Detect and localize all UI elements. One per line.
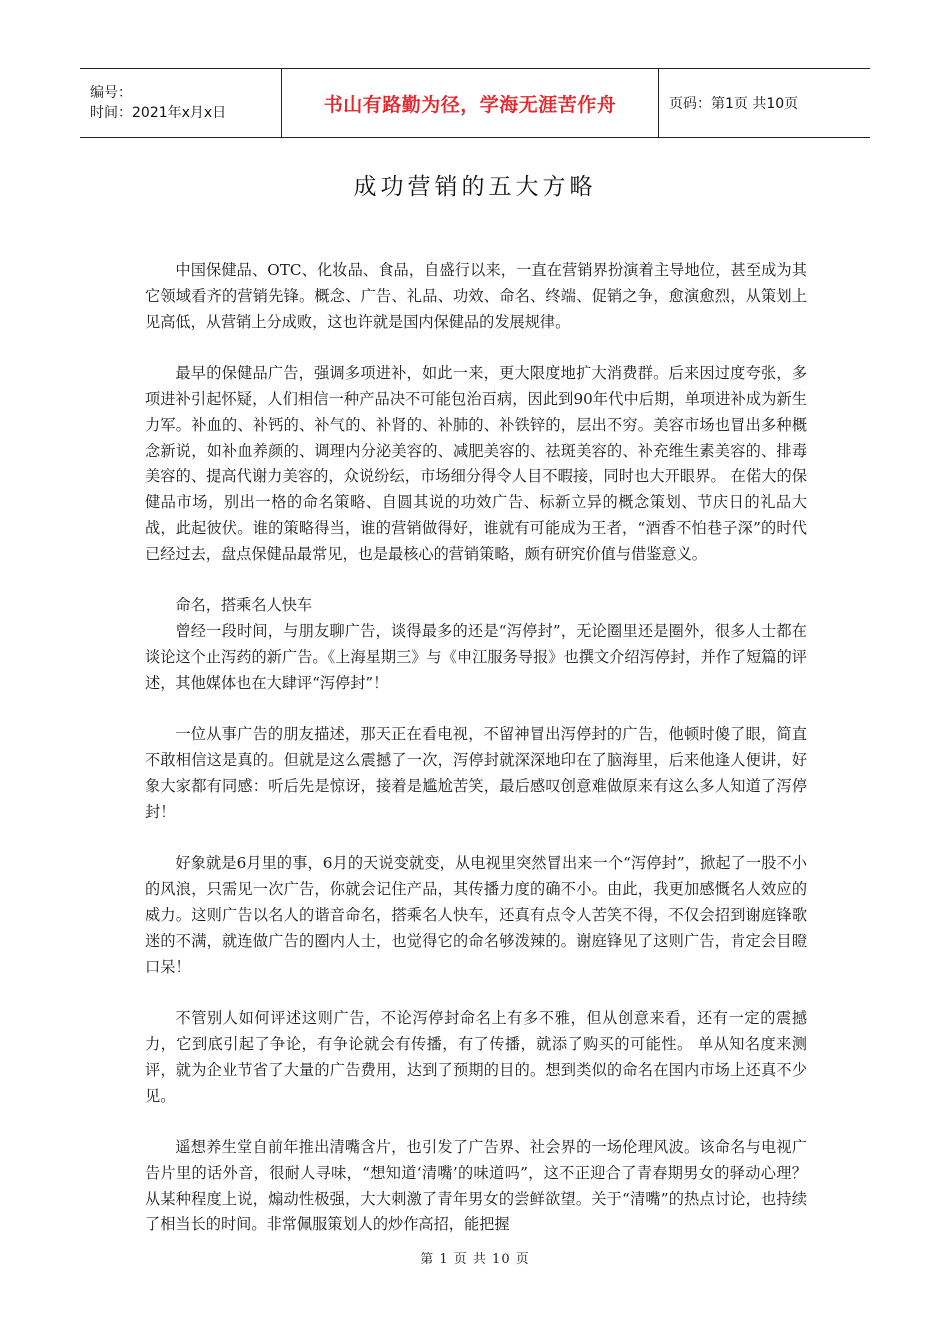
paragraph: 一位从事广告的朋友描述，那天正在看电视，不留神冒出泻停封的广告，他顿时傻了眼，简直不敢相信这是真的。但就是这么震撼了一次，泻停封就深深地印在了脑海里，后来他逢人便讲，好象大家都有同感：听后先是惊讶，接着是尴尬苦笑，最后感叹创意难做原来有这么多人知道了泻停封！ [145,725,807,821]
paragraph: 遥想养生堂自前年推出清嘴含片，也引发了广告界、社会界的一场伦理风波。该命名与电视广告片里的话外音，很耐人寻味，“想知道‘清嘴’的味道吗”，这不正迎合了青春期男女的驿动心理？从某种程度上说，煽动性极强，大大刺激了青年男女的尝鲜欲望。关于“清嘴”的热点讨论，也持续了相当长的时间。非常佩服策划人的炒作高招，能把握 [145,1138,807,1234]
paragraph: 中国保健品、OTC、化妆品、食品，自盛行以来，一直在营销界扮演着主导地位，甚至成为其它领域看齐的营销先锋。概念、广告、礼品、功效、命名、终端、促销之争，愈演愈烈，从策划上见高低，从营销上分成败，这也许就是国内保健品的发展规律。 [145,261,807,331]
paragraph: 曾经一段时间，与朋友聊广告，谈得最多的还是“泻停封”，无论圈里还是圈外，很多人士都在谈论这个止泻药的新广告。《上海星期三》与《申江服务导报》也撰文介绍泻停封，并作了短篇的评述，其他媒体也在大肆评“泻停封”！ [145,622,807,692]
paragraph: 最早的保健品广告，强调多项进补，如此一来，更大限度地扩大消费群。后来因过度夸张，多项进补引起怀疑，人们相信一种产品决不可能包治百病，因此到90年代中后期，单项进补成为新生力军。补血的、补钙的、补气的、补肾的、补肺的、补铁锌的，层出不穷。美容市场也冒出多种概念新说，如补血养颜的、调理内分泌美容的、减肥美容的、祛斑美容的、补充维生素美容的、排毒美容的、提高代谢力美容的，众说纷纭，市场细分得令人目不暇接，同时也大开眼界。 在偌大的保健品市场，别出一格的命名策略、自圆其说的功效广告、标新立异的概念策划、节庆日的礼品大战，此起彼伏。谁的策略得当，谁的营销做得好，谁就有可能成为王者，“酒香不怕巷子深”的时代已经过去，盘点保健品最常见，也是最核心的营销策略，颇有研究价值与借鉴意义。 [145,364,807,563]
date-label: 时间：2021年x月x日 [90,105,227,121]
page-footer: 第 1 页 共 10 页 [420,1252,530,1267]
header-meta [80,69,282,137]
header-motto-cell [282,69,659,137]
page-info: 页码：第1页 共10页 [669,96,799,112]
header-page-cell [659,69,870,137]
motto-text: 书山有路勤为径，学海无涯苦作舟 [323,93,617,116]
section-heading: 命名，搭乘名人快车 [175,596,313,615]
document-body [145,258,807,1264]
document-title: 成功营销的五大方略 [353,174,597,200]
document-header [80,68,870,138]
number-label: 编号： [90,85,132,101]
paragraph: 好象就是6月里的事，6月的天说变就变，从电视里突然冒出来一个“泻停封”，掀起了一股不小的风浪，只需见一次广告，你就会记住产品，其传播力度的确不小。由此，我更加感慨名人效应的威力。这则广告以名人的谐音命名，搭乘名人快车，还真有点令人苦笑不得，不仅会招到谢庭锋歌迷的不满，就连做广告的圈内人士，也觉得它的命名够泼辣的。谢庭锋见了这则广告，肯定会目瞪口呆！ [145,854,807,976]
paragraph: 不管别人如何评述这则广告，不论泻停封命名上有多不雅，但从创意来看，还有一定的震撼力，它到底引起了争论，有争论就会有传播，有了传播，就添了购买的可能性。 单从知名度来测评，就为企业节省了大量的广告费用，达到了预期的目的。想到类似的命名在国内市场上还真不少见。 [145,1009,807,1105]
